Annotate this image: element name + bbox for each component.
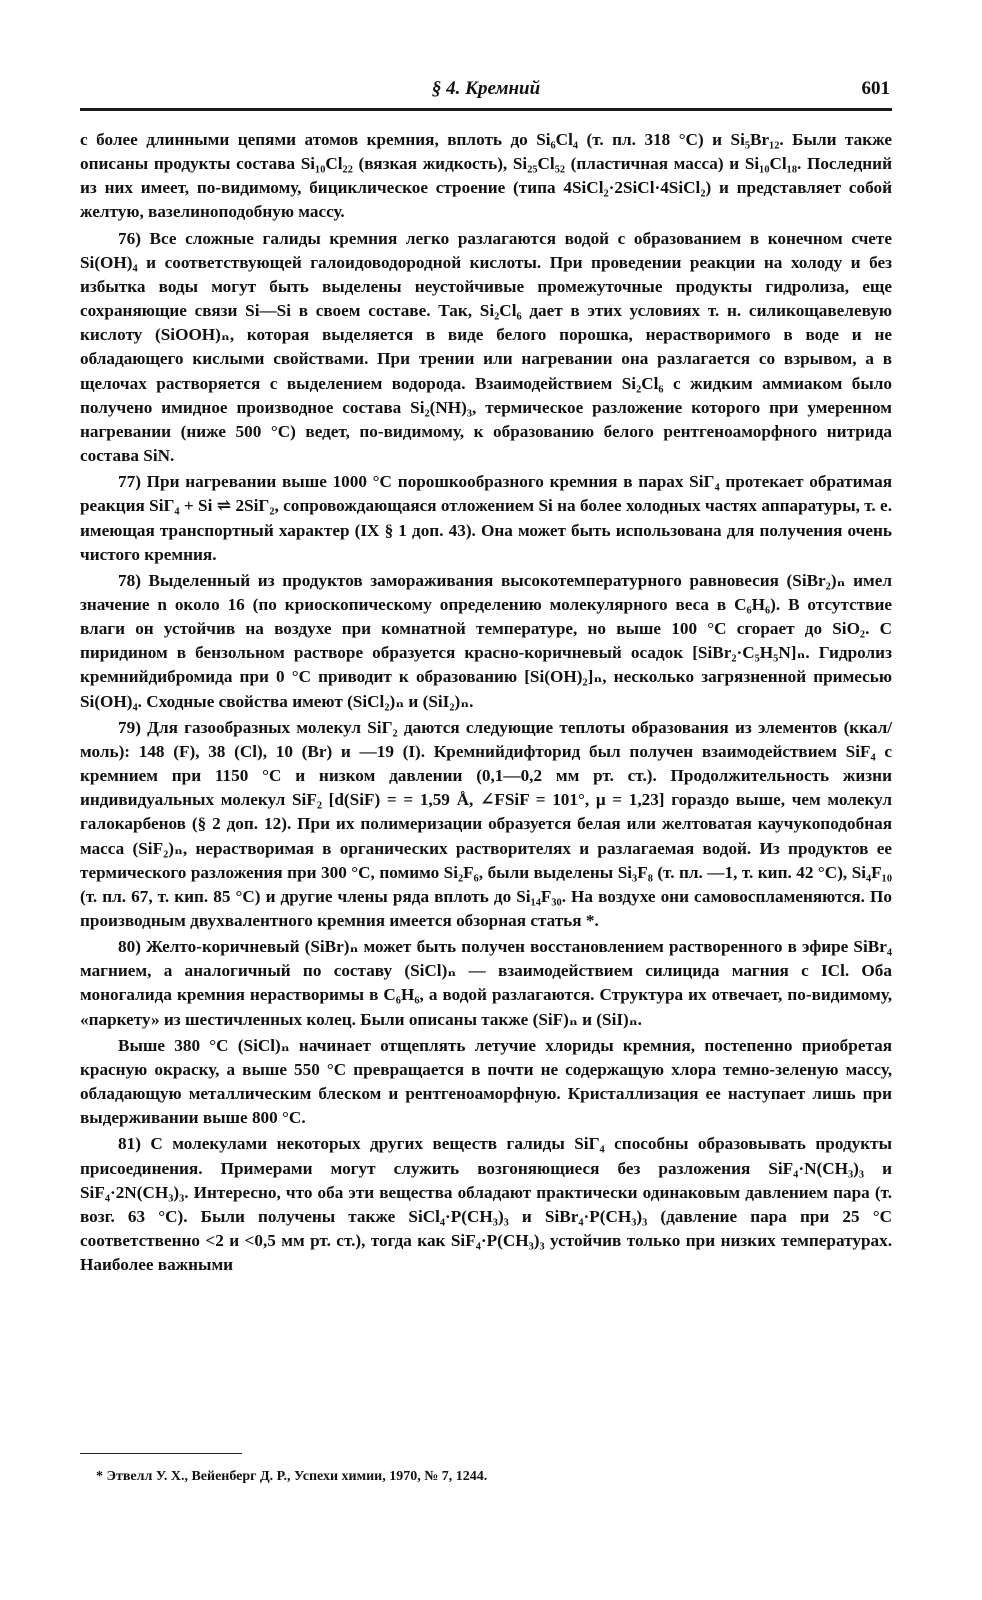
paragraph-continuation: с более длинными цепями атомов кремния, вплоть до Si₆Cl₄ (т. пл. 318 °C) и Si₅Br₁₂. Были также описаны продукты состава Si₁₀Cl₂₂ (вязкая жидкость), Si₂₅Cl₅₂ (пластичная масса) и Si₁₀Cl₁₈. Последний из них имеет, по-видимому, бициклическое строение (типа 4SiCl₂·2SiCl·4SiCl₂) и представляет собой желтую, вазелиноподобную массу.	[80, 130, 892, 222]
paragraph-note-80-continued: Выше 380 °C (SiCl)ₙ начинает отщеплять летучие хлориды кремния, постепенно приобретая красную окраску, а выше 550 °C превращается в почти не содержащую хлора темно-зеленую массу, обладающую металлическим блеском и рентгеноаморфную. Кристаллизация ее наступает лишь при выдерживании выше 800 °C.	[80, 1035, 892, 1128]
paragraph-note-80: 80) Желто-коричневый (SiBr)ₙ может быть получен восстановлением растворенного в эфире SiBr₄ магнием, а аналогичный по составу (SiCl)ₙ — взаимодействием силицида магния с ICl. Оба моногалида кремния нерастворимы в C₆H₆, а водой разлагаются. Структура их отвечает, по-видимому, «паркету» из шестичленных колец. Были описаны также (SiF)ₙ и (SiI)ₙ.	[80, 937, 892, 1029]
paragraph-note-77: 77) При нагревании выше 1000 °C порошкообразного кремния в парах SiГ₄ протекает обратимая реакция SiГ₄ + Si ⇌ 2SiГ₂, сопровождающаяся отложением Si на более холодных частях аппаратуры, т. е. имеющая транспортный характер (IX § 1 доп. 43). Она может быть использована для получения очень чистого кремния.	[80, 472, 892, 564]
paragraph-note-81: 81) С молекулами некоторых других веществ галиды SiГ₄ способны образовывать продукты присоединения. Примерами могут служить возгоняющиеся без разложения SiF₄·N(CH₃)₃ и SiF₄·2N(CH₃)₃. Интересно, что оба эти вещества обладают практически одинаковым давлением пара (т. возг. 63 °C). Были получены также SiCl₄·P(CH₃)₃ и SiBr₄·P(CH₃)₃ (давление пара при 25 °C соответственно <2 и <0,5 мм рт. ст.), тогда как SiF₄·P(CH₃)₃ устойчив только при низких температурах. Наиболее важными	[80, 1134, 892, 1275]
footnote-rule	[80, 1453, 242, 1454]
header-rule	[80, 108, 892, 111]
section-title: § 4. Кремний	[431, 78, 541, 99]
paragraph-note-78: 78) Выделенный из продуктов замораживания высокотемпературного равновесия (SiBr₂)ₙ имел значение n около 16 (по криоскопическому определению молекулярного веса в C₆H₆). В отсутствие влаги он устойчив на воздухе при комнатной температуре, но выше 100 °C сгорает до SiO₂. С пиридином в бензольном растворе образуется красно-коричневый осадок [SiBr₂·C₅H₅N]ₙ. Гидролиз кремнийдибромида при 0 °C приводит к образованию [Si(OH)₂]ₙ, несколько загрязненной примесью Si(OH)₄. Сходные свойства имеют (SiCl₂)ₙ и (SiI₂)ₙ.	[80, 570, 892, 711]
paragraph-note-79: 79) Для газообразных молекул SiГ₂ даются следующие теплоты образования из элементов (ккал/моль): 148 (F), 38 (Cl), 10 (Br) и —19 (I). Кремнийдифторид был получен взаимодействием SiF₄ с кремнием при 1150 °C и низком давлении (0,1—0,2 мм рт. ст.). Продолжительность жизни индивидуальных молекул SiF₂ [d(SiF) = = 1,59 Å, ∠FSiF = 101°, μ = 1,23] гораздо выше, чем молекул галокарбенов (§ 2 доп. 12). При их полимеризации образуется белая или желтоватая каучукоподобная масса (SiF₂)ₙ, нерастворимая в органических растворителях и разлагаемая водой. Из продуктов ее термического разложения при 300 °C, помимо Si₂F₆, были выделены Si₃F₈ (т. пл. —1, т. кип. 42 °C), Si₄F₁₀ (т. пл. 67, т. кип. 85 °C) и другие члены ряда вплоть до Si₁₄F₃₀. На воздухе они самовоспламеняются. По производным двухвалентного кремния имеется обзорная статья *.	[80, 717, 892, 930]
body-text	[80, 128, 892, 1279]
running-header	[80, 78, 892, 106]
footnote: * Этвелл У. Х., Вейенберг Д. Р., Успехи химии, 1970, № 7, 1244.	[96, 1469, 488, 1484]
page-number: 601	[861, 78, 890, 99]
paragraph-note-76: 76) Все сложные галиды кремния легко разлагаются водой с образованием в конечном счете Si(OH)₄ и соответствующей галоидоводородной кислоты. При проведении реакции на холоду и без избытка воды могут быть выделены неустойчивые промежуточные продукты гидролиза, еще сохраняющие связи Si—Si в своем составе. Так, Si₂Cl₆ дает в этих условиях т. н. силикощавелевую кислоту (SiOOH)ₙ, которая выделяется в виде белого порошка, нерастворимого в воде и не обладающего кислыми свойствами. При трении или нагревании она разлагается со взрывом, а в щелочах растворяется с выделением водорода. Взаимодействием Si₂Cl₆ с жидким аммиаком было получено имидное производное состава Si₂(NH)₃, термическое разложение которого при умеренном нагревании (ниже 500 °C) ведет, по-видимому, к образованию белого рентгеноаморфного нитрида состава SiN.	[80, 228, 892, 466]
